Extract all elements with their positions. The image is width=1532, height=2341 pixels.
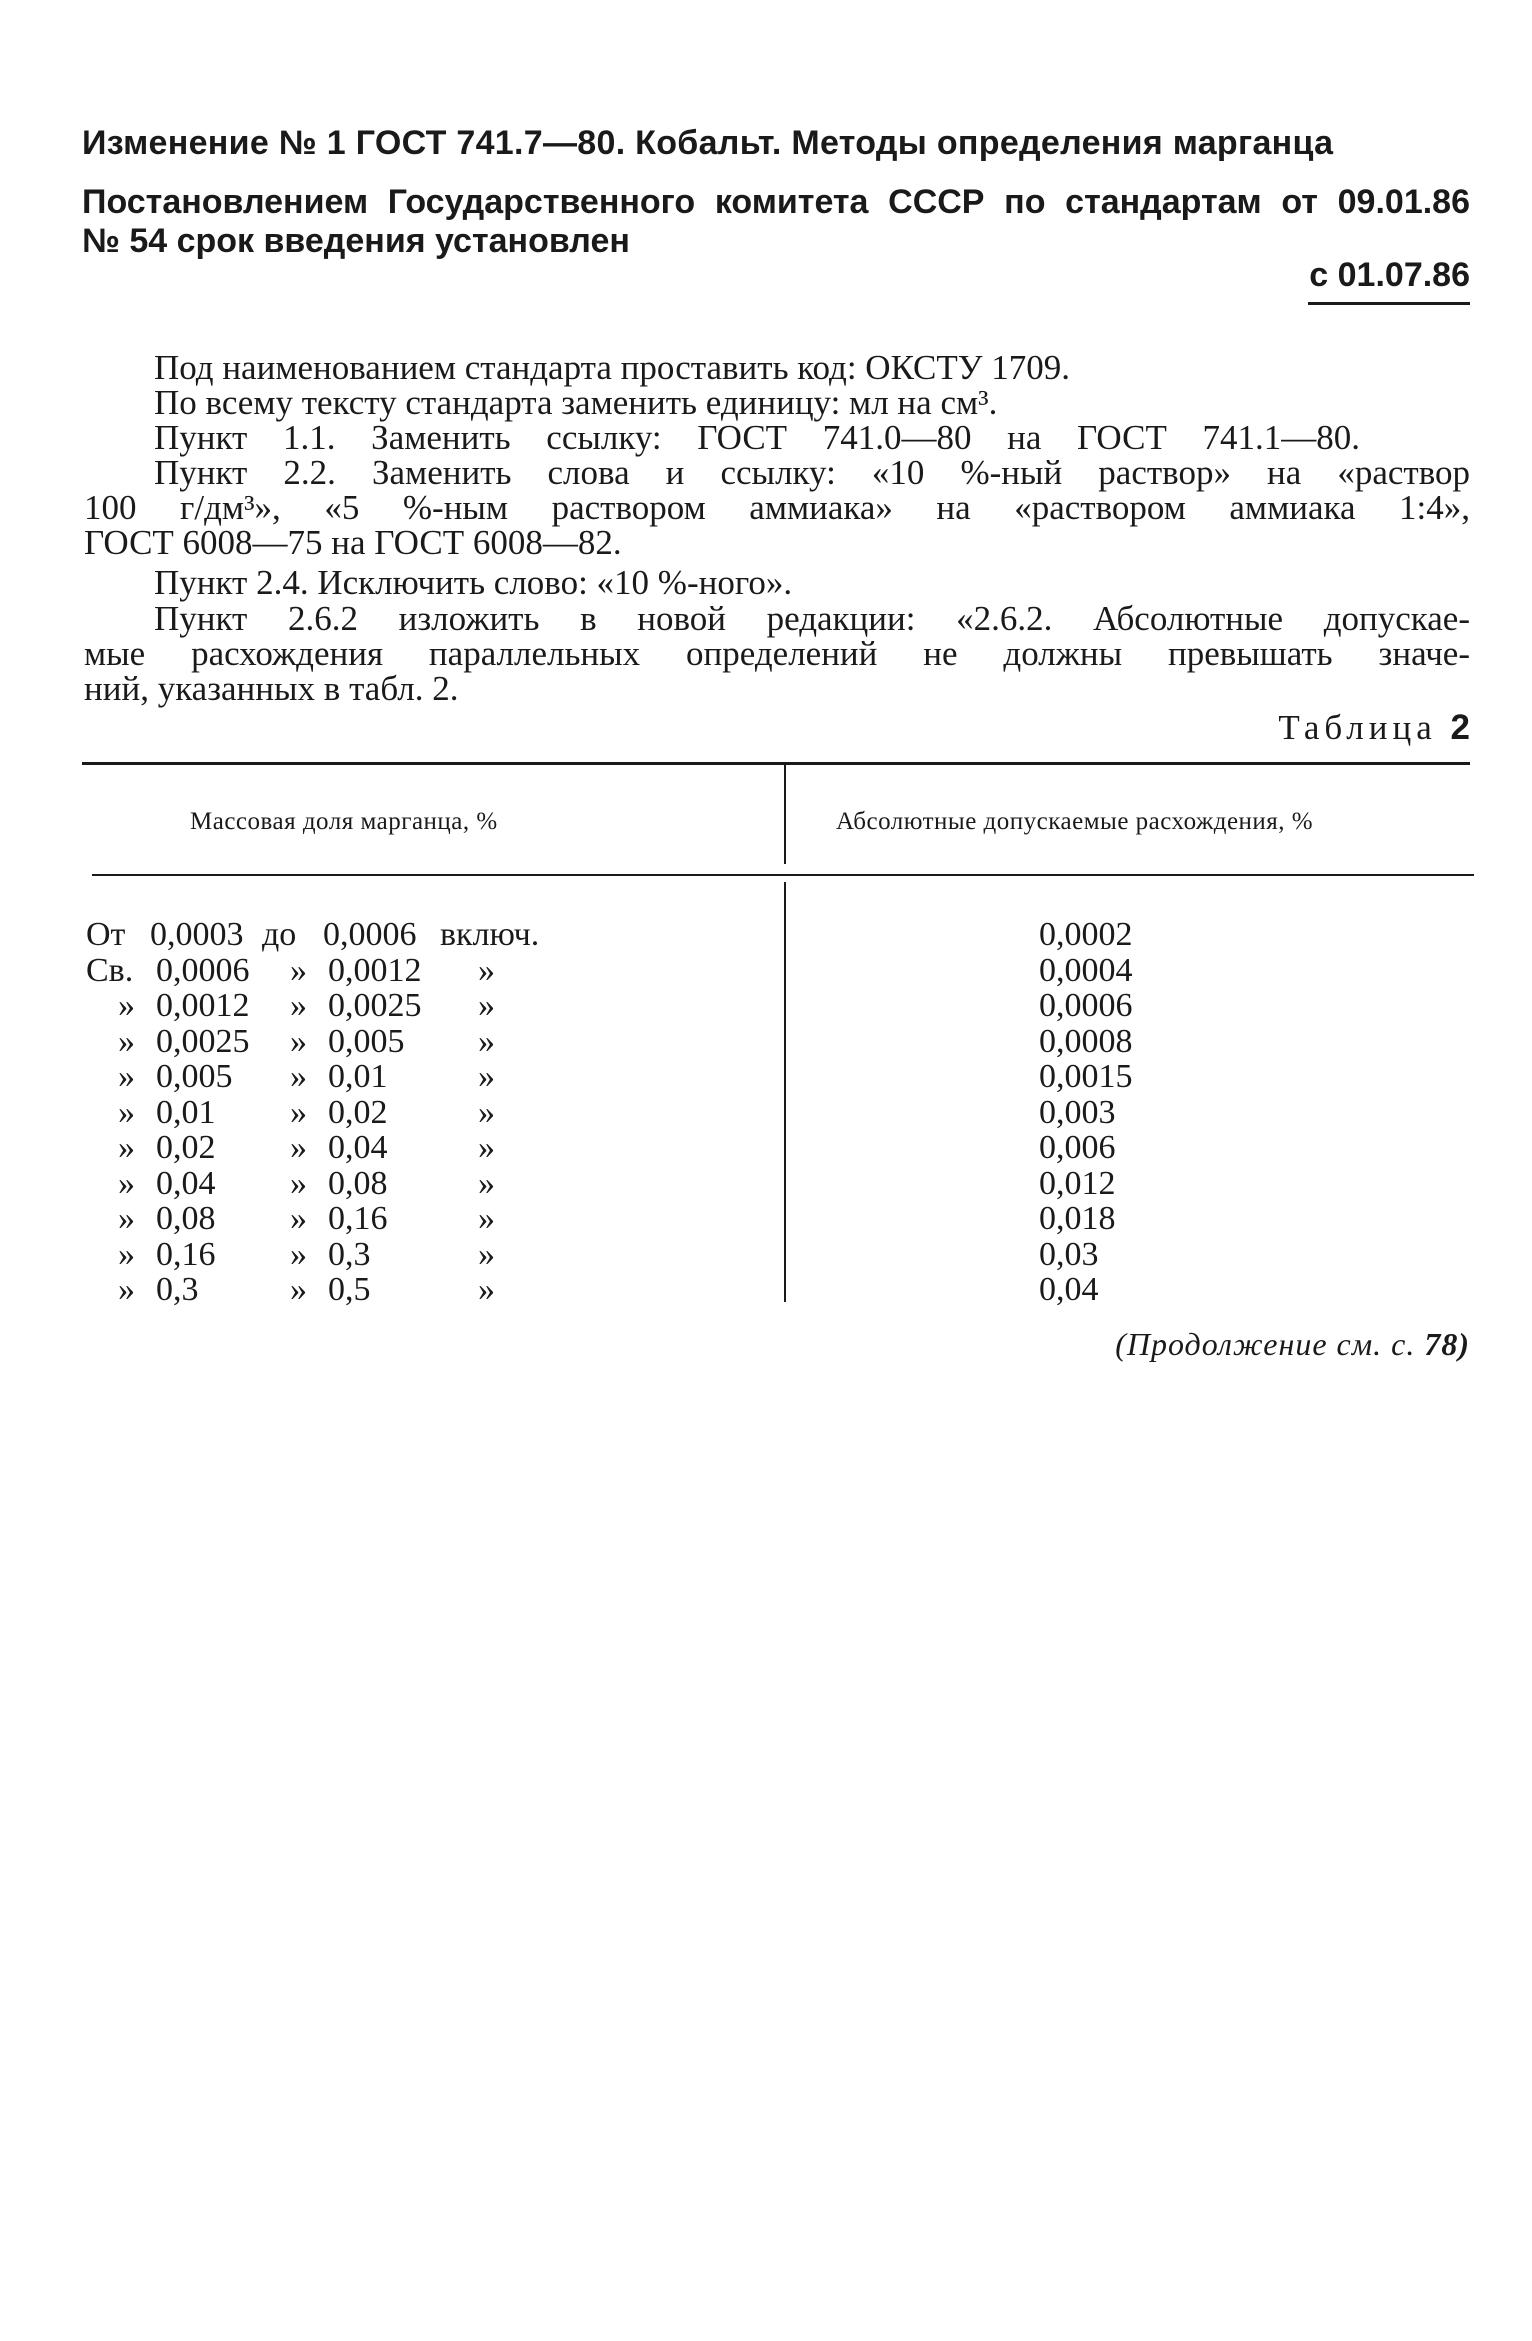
row-from-value: 0,04 — [156, 1165, 216, 1202]
column-header-tolerance: Абсолютные допускаемые расхождения, % — [836, 808, 1314, 835]
row-from-value: 0,16 — [156, 1236, 216, 1273]
decree-line-2: № 54 срок введения установлен — [82, 222, 630, 260]
row-prefix: » — [118, 1165, 135, 1202]
row-to-value: 0,0025 — [328, 987, 422, 1024]
row-to-value: 0,02 — [328, 1094, 388, 1131]
row-from-value: 0,0006 — [156, 952, 250, 989]
row-prefix: » — [118, 1236, 135, 1273]
row-prefix: Св. — [86, 952, 134, 989]
row-from-value: 0,01 — [156, 1094, 216, 1131]
effective-date: с 01.07.86 — [1309, 256, 1470, 294]
row-to-prefix: » — [290, 1271, 307, 1308]
row-to-value: 0,005 — [328, 1023, 405, 1060]
change-okstu-code: Под наименованием стандарта проставить код: ОКСТУ 1709. — [154, 348, 1071, 387]
row-to-prefix: » — [290, 1058, 307, 1095]
row-tolerance-value: 0,0015 — [1039, 1058, 1133, 1095]
row-tolerance-value: 0,04 — [1039, 1271, 1099, 1308]
row-prefix: » — [118, 1129, 135, 1166]
row-prefix: » — [118, 1094, 135, 1131]
change-clause-2-2-line-3: ГОСТ 6008—75 на ГОСТ 6008—82. — [84, 523, 622, 562]
row-to-prefix: » — [290, 1165, 307, 1202]
row-suffix: » — [478, 1236, 495, 1273]
decree-line-1: Постановлением Государственного комитета СССР по стандартам от 09.01.86 — [82, 183, 1470, 221]
row-prefix: » — [118, 987, 135, 1024]
row-to-value: 0,04 — [328, 1129, 388, 1166]
change-clause-2-4: Пункт 2.4. Исключить слово: «10 %-ного». — [154, 563, 793, 602]
change-clause-2-6-2-line-1: Пункт 2.6.2 изложить в новой редакции: «2.6.2. Абсолютные допускае- — [154, 599, 1470, 638]
row-tolerance-value: 0,0004 — [1039, 952, 1133, 989]
row-tolerance-value: 0,0006 — [1039, 987, 1133, 1024]
row-tolerance-value: 0,0008 — [1039, 1023, 1133, 1060]
row-to-prefix: » — [290, 1200, 307, 1237]
row-suffix: » — [478, 1129, 495, 1166]
row-suffix: » — [478, 952, 495, 989]
row-to-value: 0,3 — [328, 1236, 371, 1273]
table-header-divider — [784, 764, 786, 864]
row-tolerance-value: 0,018 — [1039, 1200, 1116, 1237]
continuation-text: (Продолжение см. с. — [1115, 1326, 1416, 1362]
row-to-prefix: » — [290, 1023, 307, 1060]
effective-date-underline — [1308, 302, 1470, 305]
continuation-note — [1115, 1326, 1470, 1363]
row-tolerance-value: 0,0002 — [1039, 916, 1133, 953]
change-unit-replacement: По всему тексту стандарта заменить единицу: мл на см³. — [154, 383, 998, 422]
change-clause-2-2-line-2: 100 г/дм³», «5 %-ным раствором аммиака» на «раствором аммиака 1:4», — [84, 488, 1470, 527]
amendment-title: Изменение № 1 ГОСТ 741.7—80. Кобальт. Методы определения марганца — [82, 124, 1334, 162]
row-to-value: 0,08 — [328, 1165, 388, 1202]
change-clause-1-1: Пункт 1.1. Заменить ссылку: ГОСТ 741.0—80 на ГОСТ 741.1—80. — [154, 418, 1360, 457]
row-to-value: 0,5 — [328, 1271, 371, 1308]
row-suffix: » — [478, 987, 495, 1024]
table-caption-number: 2 — [1450, 708, 1470, 747]
change-clause-2-2-line-1: Пункт 2.2. Заменить слова и ссылку: «10 %-ный раствор» на «раствор — [154, 453, 1470, 492]
row-to-value: 0,01 — [328, 1058, 388, 1095]
row-prefix: От — [86, 916, 126, 953]
row-to-prefix: » — [290, 1129, 307, 1166]
row-to-prefix: до — [262, 916, 297, 953]
row-to-value: 0,16 — [328, 1200, 388, 1237]
row-from-value: 0,005 — [156, 1058, 233, 1095]
row-from-value: 0,0003 — [150, 916, 244, 953]
row-suffix: включ. — [440, 916, 540, 953]
column-header-mass-fraction: Массовая доля марганца, % — [190, 808, 498, 835]
change-clause-2-6-2-line-3: ний, указанных в табл. 2. — [84, 669, 459, 708]
row-to-prefix: » — [290, 1094, 307, 1131]
row-from-value: 0,0012 — [156, 987, 250, 1024]
row-from-value: 0,0025 — [156, 1023, 250, 1060]
table-header-rule — [92, 874, 1474, 876]
table-caption — [1278, 708, 1470, 748]
row-tolerance-value: 0,03 — [1039, 1236, 1099, 1273]
row-suffix: » — [478, 1165, 495, 1202]
row-tolerance-value: 0,003 — [1039, 1094, 1116, 1131]
row-from-value: 0,3 — [156, 1271, 199, 1308]
row-suffix: » — [478, 1271, 495, 1308]
row-suffix: » — [478, 1058, 495, 1095]
row-tolerance-value: 0,006 — [1039, 1129, 1116, 1166]
row-suffix: » — [478, 1200, 495, 1237]
change-clause-2-6-2-line-2: мые расхождения параллельных определений не должны превышать значе- — [84, 634, 1470, 673]
row-prefix: » — [118, 1200, 135, 1237]
row-from-value: 0,08 — [156, 1200, 216, 1237]
row-to-prefix: » — [290, 1236, 307, 1273]
row-prefix: » — [118, 1058, 135, 1095]
row-prefix: » — [118, 1271, 135, 1308]
row-from-value: 0,02 — [156, 1129, 216, 1166]
row-to-value: 0,0012 — [328, 952, 422, 989]
row-to-value: 0,0006 — [323, 916, 417, 953]
row-tolerance-value: 0,012 — [1039, 1165, 1116, 1202]
row-to-prefix: » — [290, 952, 307, 989]
row-prefix: » — [118, 1023, 135, 1060]
row-suffix: » — [478, 1094, 495, 1131]
row-to-prefix: » — [290, 987, 307, 1024]
table-top-rule — [82, 762, 1470, 765]
continuation-page: 78) — [1424, 1326, 1470, 1362]
table-caption-word: Таблица — [1278, 708, 1437, 747]
row-suffix: » — [478, 1023, 495, 1060]
table-body-divider — [784, 882, 786, 1302]
